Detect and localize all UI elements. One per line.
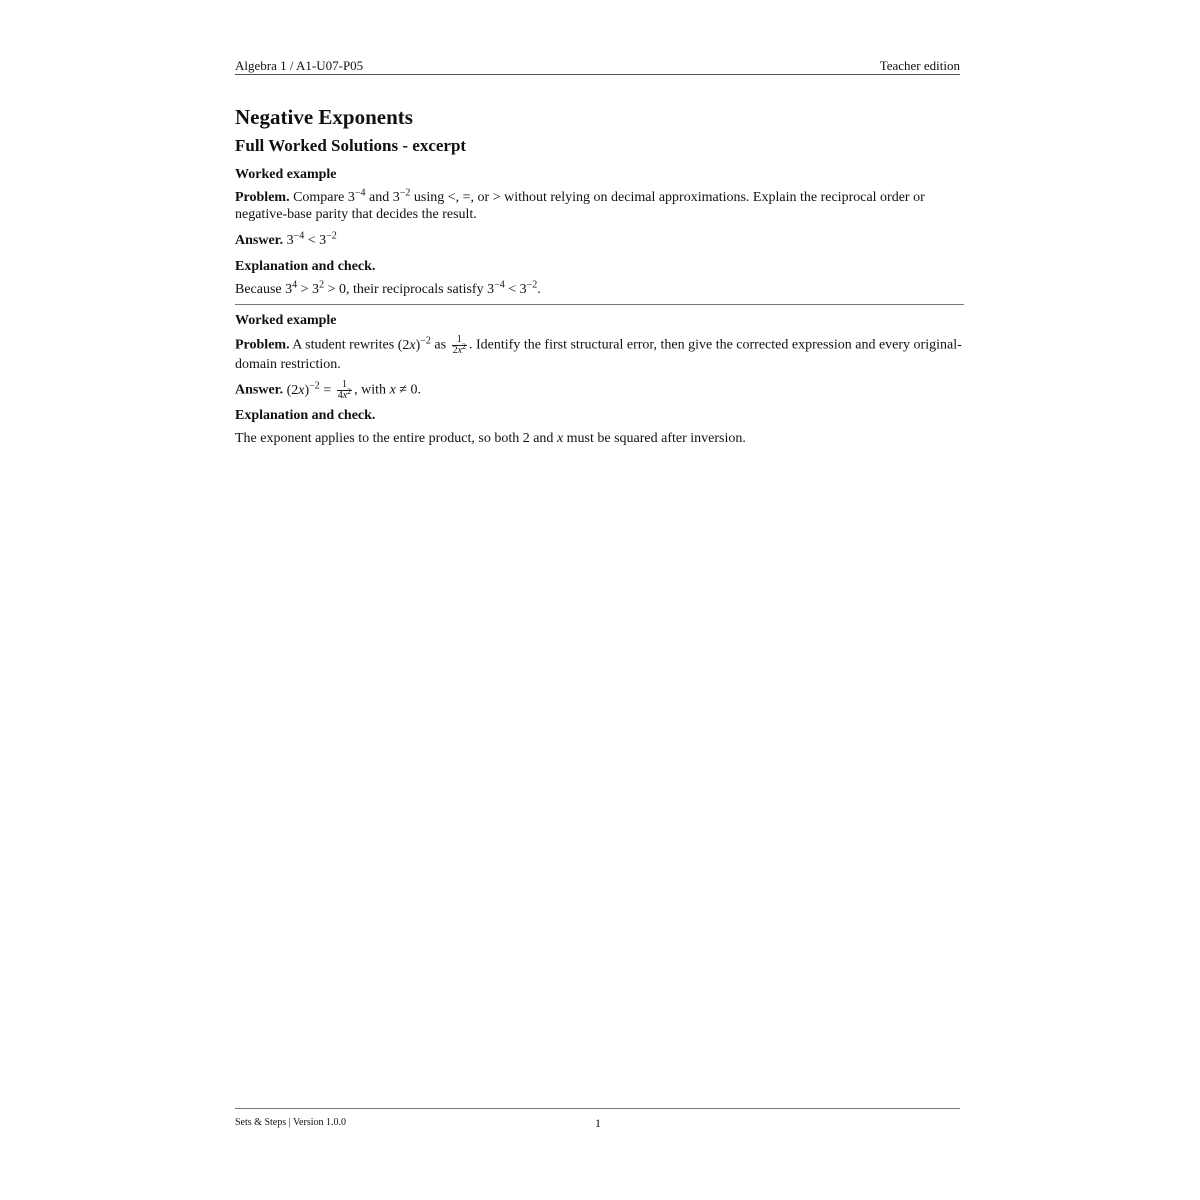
page-header [235,58,960,75]
worked-example-2 [235,312,965,447]
document-body [235,103,965,447]
footer-brand: Sets & Steps | Version 1.0.0 [235,1117,346,1128]
answer-label: Answer. [235,233,284,248]
answer-label: Answer. [235,382,284,398]
explanation-heading: Explanation and check. [235,408,376,423]
problem-label: Problem. [235,190,290,205]
worked-example-1 [235,166,965,298]
explanation-text: Because $3^4 > 3^2 > 0$, their reciprocals satisfy $3^{-4} < 3^{-2}$. [235,279,541,297]
explanation-text: The exponent applies to the entire product, so both 2 and x must be squared after inversion. [235,431,746,446]
example-heading: Worked example [235,313,337,328]
course-code: Algebra 1 / A1-U07-P05 [235,58,364,73]
page-footer [235,1108,960,1133]
problem-statement: Problem. A student rewrites $(2x)^{-2}$ as $\frac{1}{2x^2}$ . Identify the first structural error, then give the corrected expression and every original-domain restriction. [235,334,962,372]
fraction-1-over-4x2: $\frac{1}{4x^2}$ [337,379,352,401]
answer-line: Answer. $(2x)^{-2}$ = $\frac{1}{4x^2}$ , with x ≠ 0. [235,379,421,401]
problem-label: Problem. [235,337,290,353]
answer-line: Answer. $3^{-4} < 3^{-2}$ [235,230,337,248]
fraction-1-over-2x2: $\frac{1}{2x^2}$ [452,334,467,356]
page-title: Negative Exponents [235,105,413,129]
problem-statement: Problem. Compare $3^{-4}$ and $3^{-2}$ using <, =, or > without relying on decimal approximations. Explain the reciprocal order or negative-base parity that decides the result. [235,187,925,222]
page-subtitle: Full Worked Solutions - excerpt [235,136,467,155]
section-divider [235,304,964,305]
example-heading: Worked example [235,167,337,182]
explanation-heading: Explanation and check. [235,259,376,274]
page-number: 1 [595,1116,601,1130]
edition-label: Teacher edition [879,58,960,73]
